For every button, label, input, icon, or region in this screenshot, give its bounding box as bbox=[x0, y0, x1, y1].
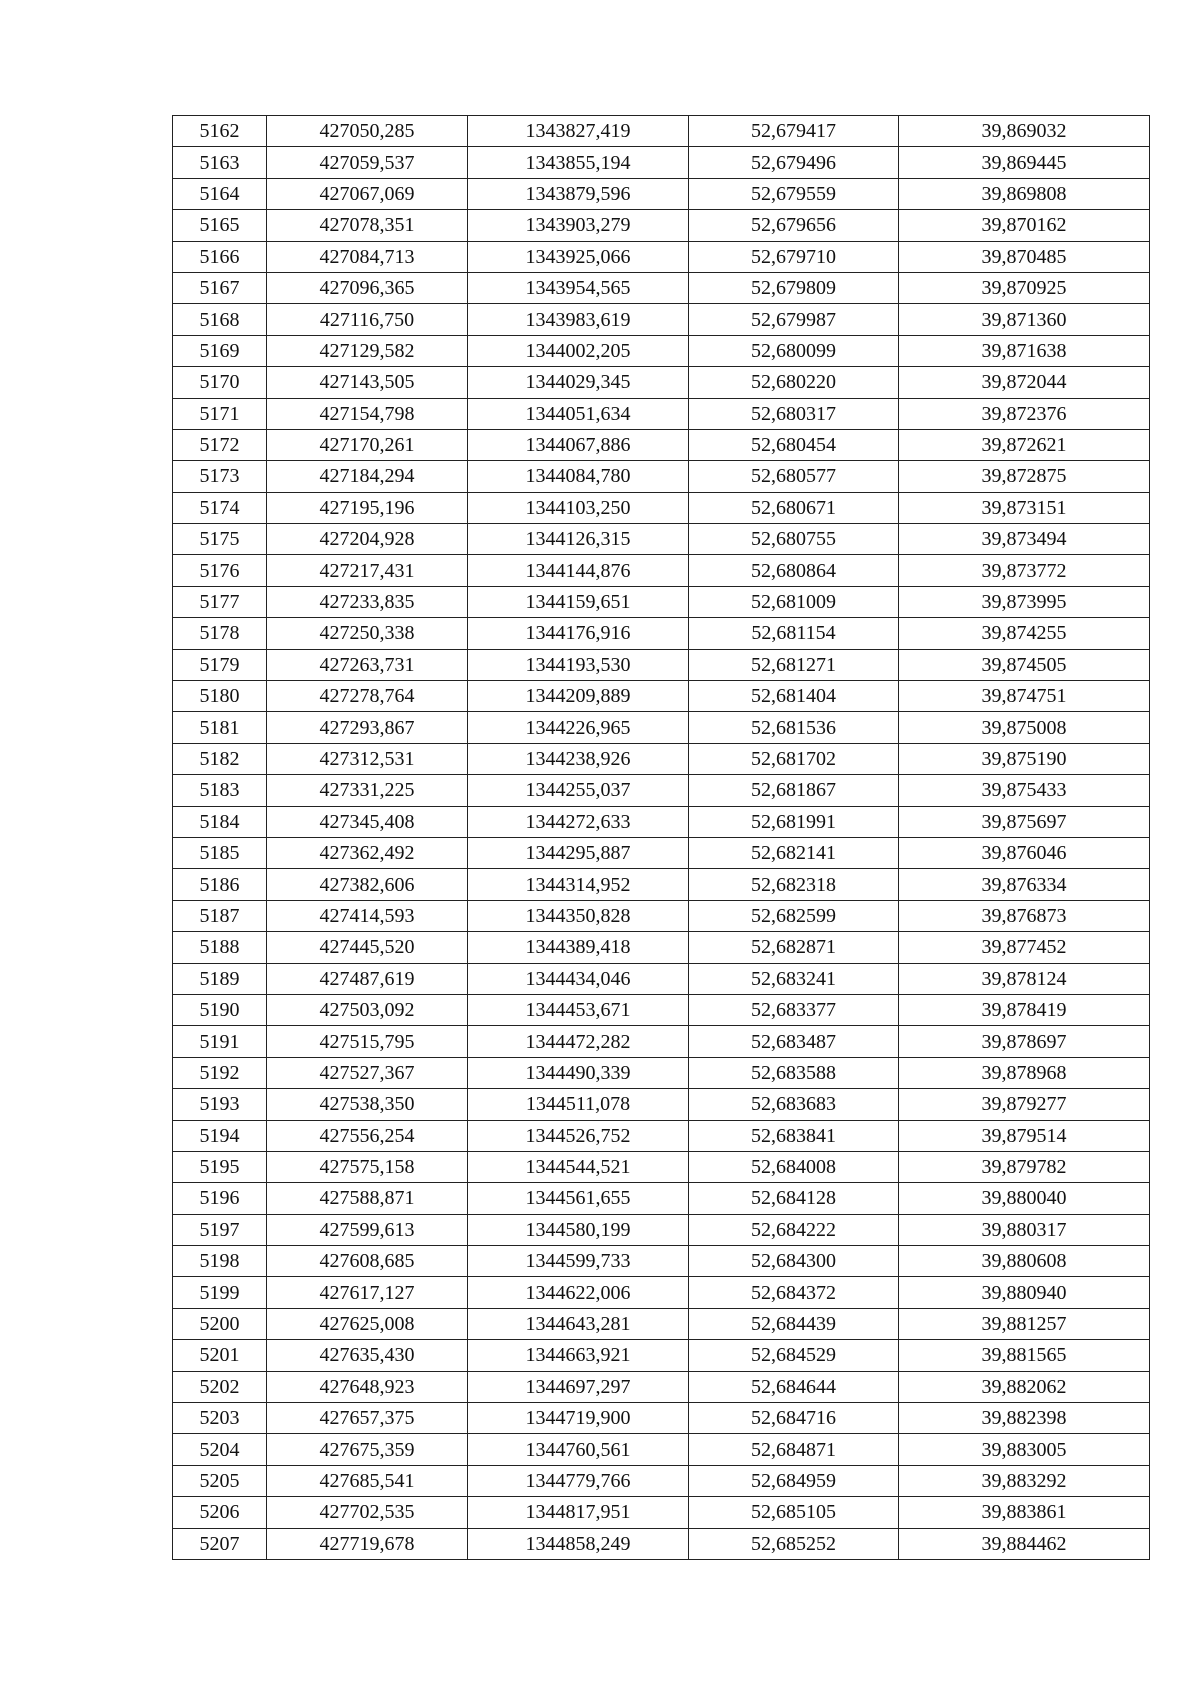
x-coordinate-cell: 427556,254 bbox=[267, 1120, 468, 1151]
x-coordinate-cell: 427503,092 bbox=[267, 994, 468, 1025]
table-row bbox=[173, 178, 1150, 209]
latitude-cell: 52,680577 bbox=[689, 461, 899, 492]
y-coordinate-cell: 1343855,194 bbox=[468, 147, 689, 178]
table-row bbox=[173, 304, 1150, 335]
y-coordinate-cell: 1344238,926 bbox=[468, 743, 689, 774]
x-coordinate-cell: 427617,127 bbox=[267, 1277, 468, 1308]
x-coordinate-cell: 427445,520 bbox=[267, 932, 468, 963]
longitude-cell: 39,873151 bbox=[899, 492, 1150, 523]
x-coordinate-cell: 427575,158 bbox=[267, 1151, 468, 1182]
y-coordinate-cell: 1344002,205 bbox=[468, 335, 689, 366]
longitude-cell: 39,876334 bbox=[899, 869, 1150, 900]
table-row bbox=[173, 1371, 1150, 1402]
point-number-cell: 5174 bbox=[173, 492, 267, 523]
x-coordinate-cell: 427648,923 bbox=[267, 1371, 468, 1402]
longitude-cell: 39,882062 bbox=[899, 1371, 1150, 1402]
x-coordinate-cell: 427204,928 bbox=[267, 524, 468, 555]
table-row bbox=[173, 1120, 1150, 1151]
x-coordinate-cell: 427293,867 bbox=[267, 712, 468, 743]
x-coordinate-cell: 427382,606 bbox=[267, 869, 468, 900]
longitude-cell: 39,879514 bbox=[899, 1120, 1150, 1151]
latitude-cell: 52,680864 bbox=[689, 555, 899, 586]
x-coordinate-cell: 427129,582 bbox=[267, 335, 468, 366]
y-coordinate-cell: 1344159,651 bbox=[468, 586, 689, 617]
point-number-cell: 5163 bbox=[173, 147, 267, 178]
point-number-cell: 5177 bbox=[173, 586, 267, 617]
x-coordinate-cell: 427263,731 bbox=[267, 649, 468, 680]
y-coordinate-cell: 1344511,078 bbox=[468, 1089, 689, 1120]
latitude-cell: 52,679559 bbox=[689, 178, 899, 209]
longitude-cell: 39,883861 bbox=[899, 1497, 1150, 1528]
table-row bbox=[173, 1308, 1150, 1339]
table-row bbox=[173, 461, 1150, 492]
x-coordinate-cell: 427588,871 bbox=[267, 1183, 468, 1214]
table-row bbox=[173, 963, 1150, 994]
point-number-cell: 5180 bbox=[173, 681, 267, 712]
latitude-cell: 52,683487 bbox=[689, 1026, 899, 1057]
longitude-cell: 39,878124 bbox=[899, 963, 1150, 994]
longitude-cell: 39,876046 bbox=[899, 837, 1150, 868]
longitude-cell: 39,874255 bbox=[899, 618, 1150, 649]
point-number-cell: 5203 bbox=[173, 1403, 267, 1434]
point-number-cell: 5189 bbox=[173, 963, 267, 994]
point-number-cell: 5198 bbox=[173, 1246, 267, 1277]
table-row bbox=[173, 869, 1150, 900]
table-row bbox=[173, 116, 1150, 147]
x-coordinate-cell: 427195,196 bbox=[267, 492, 468, 523]
longitude-cell: 39,870485 bbox=[899, 241, 1150, 272]
x-coordinate-cell: 427078,351 bbox=[267, 210, 468, 241]
longitude-cell: 39,876873 bbox=[899, 900, 1150, 931]
table-row bbox=[173, 210, 1150, 241]
y-coordinate-cell: 1344103,250 bbox=[468, 492, 689, 523]
y-coordinate-cell: 1344663,921 bbox=[468, 1340, 689, 1371]
y-coordinate-cell: 1343954,565 bbox=[468, 272, 689, 303]
latitude-cell: 52,684222 bbox=[689, 1214, 899, 1245]
latitude-cell: 52,683841 bbox=[689, 1120, 899, 1151]
longitude-cell: 39,869445 bbox=[899, 147, 1150, 178]
x-coordinate-cell: 427170,261 bbox=[267, 429, 468, 460]
x-coordinate-cell: 427154,798 bbox=[267, 398, 468, 429]
y-coordinate-cell: 1344817,951 bbox=[468, 1497, 689, 1528]
latitude-cell: 52,680671 bbox=[689, 492, 899, 523]
point-number-cell: 5165 bbox=[173, 210, 267, 241]
longitude-cell: 39,878968 bbox=[899, 1057, 1150, 1088]
latitude-cell: 52,684716 bbox=[689, 1403, 899, 1434]
y-coordinate-cell: 1344544,521 bbox=[468, 1151, 689, 1182]
x-coordinate-cell: 427116,750 bbox=[267, 304, 468, 335]
y-coordinate-cell: 1344389,418 bbox=[468, 932, 689, 963]
y-coordinate-cell: 1344490,339 bbox=[468, 1057, 689, 1088]
y-coordinate-cell: 1344561,655 bbox=[468, 1183, 689, 1214]
y-coordinate-cell: 1343983,619 bbox=[468, 304, 689, 335]
latitude-cell: 52,681536 bbox=[689, 712, 899, 743]
table-row bbox=[173, 1214, 1150, 1245]
longitude-cell: 39,875190 bbox=[899, 743, 1150, 774]
x-coordinate-cell: 427312,531 bbox=[267, 743, 468, 774]
latitude-cell: 52,681404 bbox=[689, 681, 899, 712]
longitude-cell: 39,872376 bbox=[899, 398, 1150, 429]
longitude-cell: 39,869808 bbox=[899, 178, 1150, 209]
longitude-cell: 39,872044 bbox=[899, 367, 1150, 398]
longitude-cell: 39,878419 bbox=[899, 994, 1150, 1025]
latitude-cell: 52,684959 bbox=[689, 1465, 899, 1496]
y-coordinate-cell: 1344643,281 bbox=[468, 1308, 689, 1339]
longitude-cell: 39,883292 bbox=[899, 1465, 1150, 1496]
latitude-cell: 52,680099 bbox=[689, 335, 899, 366]
table-row bbox=[173, 1183, 1150, 1214]
table-row bbox=[173, 1151, 1150, 1182]
latitude-cell: 52,685252 bbox=[689, 1528, 899, 1559]
x-coordinate-cell: 427050,285 bbox=[267, 116, 468, 147]
table-row bbox=[173, 1403, 1150, 1434]
point-number-cell: 5175 bbox=[173, 524, 267, 555]
table-row bbox=[173, 1497, 1150, 1528]
table-row bbox=[173, 1434, 1150, 1465]
y-coordinate-cell: 1344779,766 bbox=[468, 1465, 689, 1496]
y-coordinate-cell: 1344760,561 bbox=[468, 1434, 689, 1465]
x-coordinate-cell: 427635,430 bbox=[267, 1340, 468, 1371]
table-row bbox=[173, 1340, 1150, 1371]
coordinates-table bbox=[172, 115, 1150, 1560]
table-row bbox=[173, 837, 1150, 868]
latitude-cell: 52,684372 bbox=[689, 1277, 899, 1308]
point-number-cell: 5188 bbox=[173, 932, 267, 963]
longitude-cell: 39,873772 bbox=[899, 555, 1150, 586]
table-row bbox=[173, 147, 1150, 178]
x-coordinate-cell: 427278,764 bbox=[267, 681, 468, 712]
latitude-cell: 52,684300 bbox=[689, 1246, 899, 1277]
x-coordinate-cell: 427067,069 bbox=[267, 178, 468, 209]
x-coordinate-cell: 427217,431 bbox=[267, 555, 468, 586]
point-number-cell: 5191 bbox=[173, 1026, 267, 1057]
point-number-cell: 5201 bbox=[173, 1340, 267, 1371]
y-coordinate-cell: 1344314,952 bbox=[468, 869, 689, 900]
table-row bbox=[173, 272, 1150, 303]
x-coordinate-cell: 427414,593 bbox=[267, 900, 468, 931]
latitude-cell: 52,683588 bbox=[689, 1057, 899, 1088]
latitude-cell: 52,684008 bbox=[689, 1151, 899, 1182]
x-coordinate-cell: 427599,613 bbox=[267, 1214, 468, 1245]
point-number-cell: 5195 bbox=[173, 1151, 267, 1182]
point-number-cell: 5178 bbox=[173, 618, 267, 649]
longitude-cell: 39,877452 bbox=[899, 932, 1150, 963]
latitude-cell: 52,679809 bbox=[689, 272, 899, 303]
x-coordinate-cell: 427487,619 bbox=[267, 963, 468, 994]
latitude-cell: 52,679656 bbox=[689, 210, 899, 241]
table-row bbox=[173, 806, 1150, 837]
latitude-cell: 52,682871 bbox=[689, 932, 899, 963]
x-coordinate-cell: 427362,492 bbox=[267, 837, 468, 868]
y-coordinate-cell: 1344272,633 bbox=[468, 806, 689, 837]
point-number-cell: 5179 bbox=[173, 649, 267, 680]
point-number-cell: 5171 bbox=[173, 398, 267, 429]
table-row bbox=[173, 775, 1150, 806]
point-number-cell: 5168 bbox=[173, 304, 267, 335]
table-row bbox=[173, 555, 1150, 586]
y-coordinate-cell: 1343903,279 bbox=[468, 210, 689, 241]
latitude-cell: 52,680454 bbox=[689, 429, 899, 460]
longitude-cell: 39,874751 bbox=[899, 681, 1150, 712]
x-coordinate-cell: 427719,678 bbox=[267, 1528, 468, 1559]
table-row bbox=[173, 1026, 1150, 1057]
table-row bbox=[173, 492, 1150, 523]
x-coordinate-cell: 427527,367 bbox=[267, 1057, 468, 1088]
latitude-cell: 52,685105 bbox=[689, 1497, 899, 1528]
latitude-cell: 52,683241 bbox=[689, 963, 899, 994]
longitude-cell: 39,873494 bbox=[899, 524, 1150, 555]
latitude-cell: 52,681991 bbox=[689, 806, 899, 837]
table-row bbox=[173, 241, 1150, 272]
longitude-cell: 39,878697 bbox=[899, 1026, 1150, 1057]
latitude-cell: 52,682141 bbox=[689, 837, 899, 868]
point-number-cell: 5164 bbox=[173, 178, 267, 209]
table-row bbox=[173, 618, 1150, 649]
y-coordinate-cell: 1344719,900 bbox=[468, 1403, 689, 1434]
table-row bbox=[173, 900, 1150, 931]
point-number-cell: 5207 bbox=[173, 1528, 267, 1559]
longitude-cell: 39,883005 bbox=[899, 1434, 1150, 1465]
table-row bbox=[173, 586, 1150, 617]
y-coordinate-cell: 1343925,066 bbox=[468, 241, 689, 272]
point-number-cell: 5204 bbox=[173, 1434, 267, 1465]
longitude-cell: 39,880040 bbox=[899, 1183, 1150, 1214]
latitude-cell: 52,684871 bbox=[689, 1434, 899, 1465]
longitude-cell: 39,870925 bbox=[899, 272, 1150, 303]
latitude-cell: 52,684128 bbox=[689, 1183, 899, 1214]
latitude-cell: 52,680755 bbox=[689, 524, 899, 555]
point-number-cell: 5192 bbox=[173, 1057, 267, 1088]
longitude-cell: 39,882398 bbox=[899, 1403, 1150, 1434]
x-coordinate-cell: 427345,408 bbox=[267, 806, 468, 837]
table-row bbox=[173, 367, 1150, 398]
y-coordinate-cell: 1344599,733 bbox=[468, 1246, 689, 1277]
y-coordinate-cell: 1344622,006 bbox=[468, 1277, 689, 1308]
table-row bbox=[173, 1246, 1150, 1277]
table-row bbox=[173, 681, 1150, 712]
x-coordinate-cell: 427084,713 bbox=[267, 241, 468, 272]
latitude-cell: 52,679987 bbox=[689, 304, 899, 335]
coordinates-table-body bbox=[173, 116, 1150, 1560]
point-number-cell: 5185 bbox=[173, 837, 267, 868]
y-coordinate-cell: 1344580,199 bbox=[468, 1214, 689, 1245]
x-coordinate-cell: 427250,338 bbox=[267, 618, 468, 649]
y-coordinate-cell: 1344144,876 bbox=[468, 555, 689, 586]
point-number-cell: 5162 bbox=[173, 116, 267, 147]
table-row bbox=[173, 932, 1150, 963]
y-coordinate-cell: 1344176,916 bbox=[468, 618, 689, 649]
latitude-cell: 52,682318 bbox=[689, 869, 899, 900]
longitude-cell: 39,879277 bbox=[899, 1089, 1150, 1120]
latitude-cell: 52,682599 bbox=[689, 900, 899, 931]
latitude-cell: 52,679417 bbox=[689, 116, 899, 147]
y-coordinate-cell: 1344126,315 bbox=[468, 524, 689, 555]
longitude-cell: 39,873995 bbox=[899, 586, 1150, 617]
x-coordinate-cell: 427608,685 bbox=[267, 1246, 468, 1277]
y-coordinate-cell: 1344295,887 bbox=[468, 837, 689, 868]
point-number-cell: 5167 bbox=[173, 272, 267, 303]
longitude-cell: 39,875697 bbox=[899, 806, 1150, 837]
point-number-cell: 5184 bbox=[173, 806, 267, 837]
point-number-cell: 5169 bbox=[173, 335, 267, 366]
x-coordinate-cell: 427331,225 bbox=[267, 775, 468, 806]
point-number-cell: 5205 bbox=[173, 1465, 267, 1496]
x-coordinate-cell: 427143,505 bbox=[267, 367, 468, 398]
latitude-cell: 52,681867 bbox=[689, 775, 899, 806]
longitude-cell: 39,869032 bbox=[899, 116, 1150, 147]
y-coordinate-cell: 1344858,249 bbox=[468, 1528, 689, 1559]
point-number-cell: 5196 bbox=[173, 1183, 267, 1214]
point-number-cell: 5176 bbox=[173, 555, 267, 586]
latitude-cell: 52,681271 bbox=[689, 649, 899, 680]
point-number-cell: 5190 bbox=[173, 994, 267, 1025]
longitude-cell: 39,872621 bbox=[899, 429, 1150, 460]
table-row bbox=[173, 1057, 1150, 1088]
latitude-cell: 52,681702 bbox=[689, 743, 899, 774]
x-coordinate-cell: 427515,795 bbox=[267, 1026, 468, 1057]
longitude-cell: 39,871638 bbox=[899, 335, 1150, 366]
table-row bbox=[173, 1277, 1150, 1308]
longitude-cell: 39,881565 bbox=[899, 1340, 1150, 1371]
y-coordinate-cell: 1344226,965 bbox=[468, 712, 689, 743]
x-coordinate-cell: 427702,535 bbox=[267, 1497, 468, 1528]
table-row bbox=[173, 524, 1150, 555]
latitude-cell: 52,684439 bbox=[689, 1308, 899, 1339]
table-row bbox=[173, 398, 1150, 429]
latitude-cell: 52,684529 bbox=[689, 1340, 899, 1371]
longitude-cell: 39,880608 bbox=[899, 1246, 1150, 1277]
point-number-cell: 5172 bbox=[173, 429, 267, 460]
x-coordinate-cell: 427685,541 bbox=[267, 1465, 468, 1496]
point-number-cell: 5170 bbox=[173, 367, 267, 398]
table-row bbox=[173, 1465, 1150, 1496]
longitude-cell: 39,880317 bbox=[899, 1214, 1150, 1245]
x-coordinate-cell: 427096,365 bbox=[267, 272, 468, 303]
latitude-cell: 52,679710 bbox=[689, 241, 899, 272]
point-number-cell: 5200 bbox=[173, 1308, 267, 1339]
longitude-cell: 39,881257 bbox=[899, 1308, 1150, 1339]
x-coordinate-cell: 427657,375 bbox=[267, 1403, 468, 1434]
x-coordinate-cell: 427233,835 bbox=[267, 586, 468, 617]
y-coordinate-cell: 1343827,419 bbox=[468, 116, 689, 147]
point-number-cell: 5173 bbox=[173, 461, 267, 492]
table-row bbox=[173, 743, 1150, 774]
latitude-cell: 52,683683 bbox=[689, 1089, 899, 1120]
y-coordinate-cell: 1344193,530 bbox=[468, 649, 689, 680]
longitude-cell: 39,875433 bbox=[899, 775, 1150, 806]
point-number-cell: 5199 bbox=[173, 1277, 267, 1308]
table-row bbox=[173, 1528, 1150, 1559]
longitude-cell: 39,880940 bbox=[899, 1277, 1150, 1308]
table-row bbox=[173, 1089, 1150, 1120]
latitude-cell: 52,684644 bbox=[689, 1371, 899, 1402]
table-row bbox=[173, 649, 1150, 680]
point-number-cell: 5186 bbox=[173, 869, 267, 900]
x-coordinate-cell: 427184,294 bbox=[267, 461, 468, 492]
point-number-cell: 5194 bbox=[173, 1120, 267, 1151]
longitude-cell: 39,884462 bbox=[899, 1528, 1150, 1559]
longitude-cell: 39,871360 bbox=[899, 304, 1150, 335]
longitude-cell: 39,870162 bbox=[899, 210, 1150, 241]
y-coordinate-cell: 1344526,752 bbox=[468, 1120, 689, 1151]
point-number-cell: 5206 bbox=[173, 1497, 267, 1528]
table-row bbox=[173, 994, 1150, 1025]
y-coordinate-cell: 1344350,828 bbox=[468, 900, 689, 931]
latitude-cell: 52,683377 bbox=[689, 994, 899, 1025]
point-number-cell: 5182 bbox=[173, 743, 267, 774]
longitude-cell: 39,872875 bbox=[899, 461, 1150, 492]
x-coordinate-cell: 427625,008 bbox=[267, 1308, 468, 1339]
x-coordinate-cell: 427059,537 bbox=[267, 147, 468, 178]
y-coordinate-cell: 1344472,282 bbox=[468, 1026, 689, 1057]
point-number-cell: 5166 bbox=[173, 241, 267, 272]
latitude-cell: 52,680220 bbox=[689, 367, 899, 398]
y-coordinate-cell: 1344434,046 bbox=[468, 963, 689, 994]
y-coordinate-cell: 1344209,889 bbox=[468, 681, 689, 712]
y-coordinate-cell: 1344084,780 bbox=[468, 461, 689, 492]
table-row bbox=[173, 429, 1150, 460]
y-coordinate-cell: 1344697,297 bbox=[468, 1371, 689, 1402]
longitude-cell: 39,874505 bbox=[899, 649, 1150, 680]
latitude-cell: 52,679496 bbox=[689, 147, 899, 178]
table-row bbox=[173, 335, 1150, 366]
y-coordinate-cell: 1344453,671 bbox=[468, 994, 689, 1025]
latitude-cell: 52,680317 bbox=[689, 398, 899, 429]
table-row bbox=[173, 712, 1150, 743]
point-number-cell: 5193 bbox=[173, 1089, 267, 1120]
point-number-cell: 5202 bbox=[173, 1371, 267, 1402]
y-coordinate-cell: 1344255,037 bbox=[468, 775, 689, 806]
point-number-cell: 5187 bbox=[173, 900, 267, 931]
point-number-cell: 5183 bbox=[173, 775, 267, 806]
y-coordinate-cell: 1344051,634 bbox=[468, 398, 689, 429]
x-coordinate-cell: 427538,350 bbox=[267, 1089, 468, 1120]
y-coordinate-cell: 1344067,886 bbox=[468, 429, 689, 460]
point-number-cell: 5181 bbox=[173, 712, 267, 743]
latitude-cell: 52,681009 bbox=[689, 586, 899, 617]
y-coordinate-cell: 1344029,345 bbox=[468, 367, 689, 398]
y-coordinate-cell: 1343879,596 bbox=[468, 178, 689, 209]
point-number-cell: 5197 bbox=[173, 1214, 267, 1245]
x-coordinate-cell: 427675,359 bbox=[267, 1434, 468, 1465]
longitude-cell: 39,879782 bbox=[899, 1151, 1150, 1182]
longitude-cell: 39,875008 bbox=[899, 712, 1150, 743]
latitude-cell: 52,681154 bbox=[689, 618, 899, 649]
